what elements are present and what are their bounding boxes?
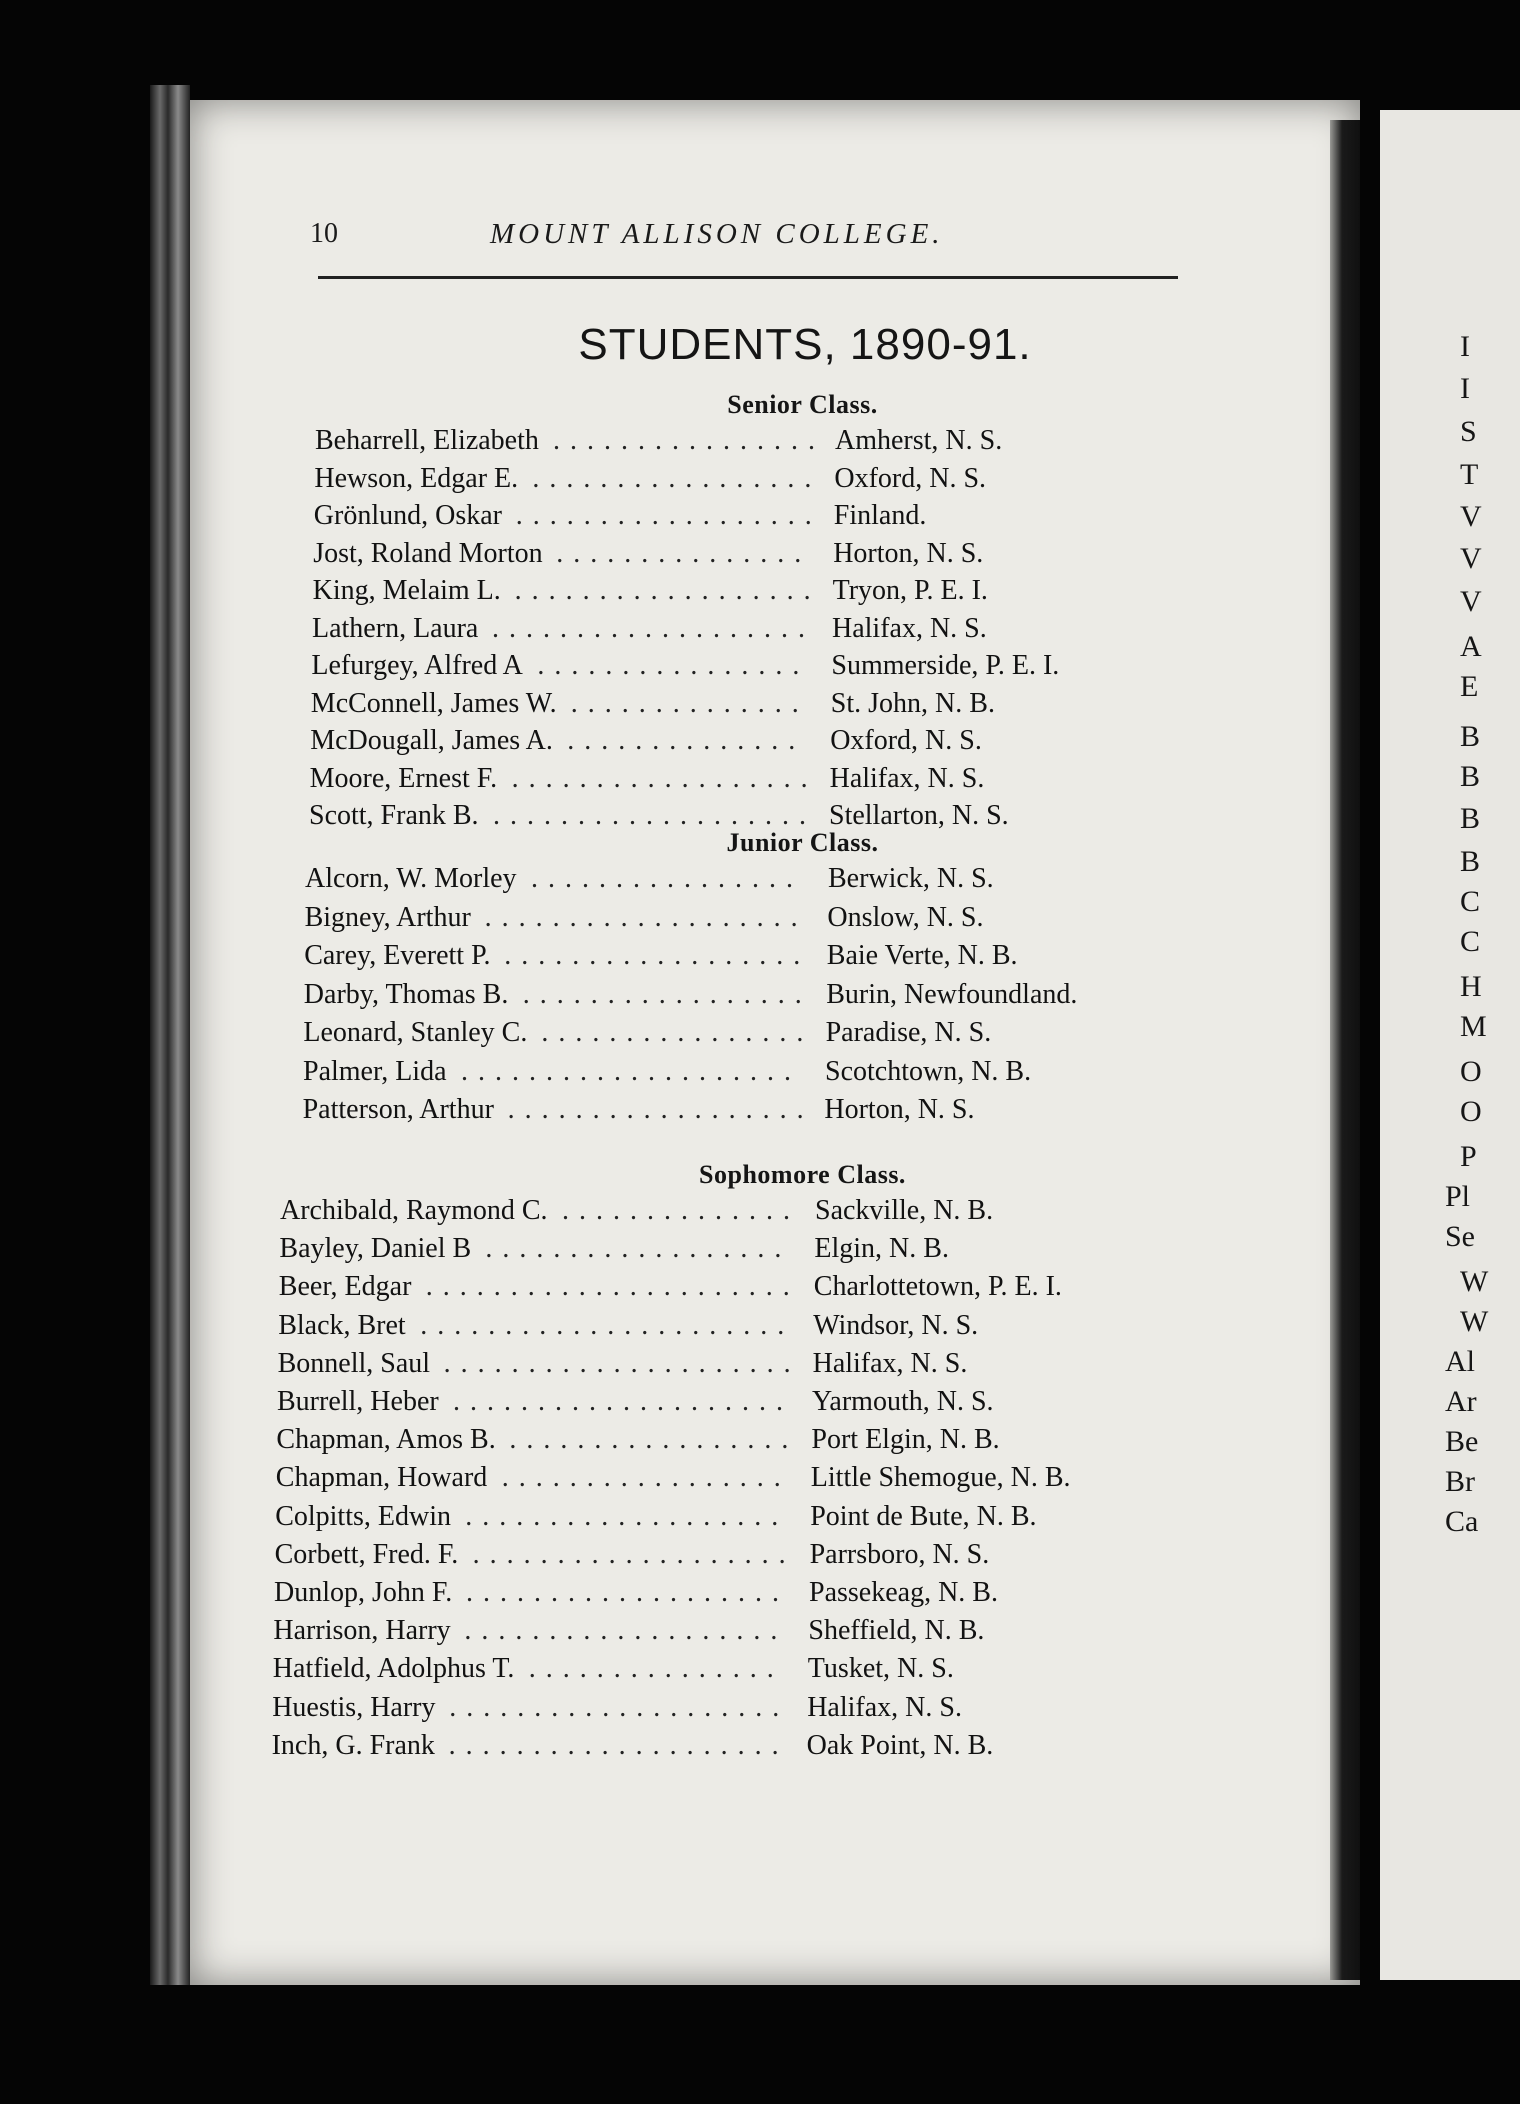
student-name: Chapman, Howard (275, 1462, 488, 1494)
student-entry (304, 940, 1304, 978)
leader-dots: .................. (515, 500, 822, 531)
leader-dots: .................. (511, 762, 818, 794)
student-hometown: Windsor, N. S. (813, 1309, 979, 1341)
facing-page-fragment: Ar (1445, 1385, 1477, 1418)
student-hometown: Elgin, N. B. (814, 1233, 949, 1265)
student-entry (314, 500, 1314, 538)
facing-page-fragment: S (1460, 415, 1477, 448)
facing-page-fragment: V (1460, 500, 1482, 533)
student-hometown: Halifax, N. S. (832, 612, 987, 644)
student-name: Lathern, Laura (312, 612, 479, 644)
leader-dots: .............. (570, 687, 809, 719)
student-hometown: Tryon, P. E. I. (832, 575, 988, 606)
facing-page-fragment: T (1460, 458, 1479, 491)
student-entry (272, 1692, 1272, 1730)
student-entry (311, 650, 1311, 688)
student-name: Hatfield, Adolphus T. (272, 1653, 515, 1685)
page-title: STUDENTS, 1890-91. (578, 320, 1032, 369)
student-entry (276, 1462, 1276, 1500)
student-hometown: Amherst, N. S. (835, 425, 1003, 456)
student-entry (273, 1653, 1273, 1691)
student-hometown: Horton, N. S. (833, 537, 984, 569)
page-header (310, 218, 1370, 262)
facing-page-fragment: I (1460, 372, 1470, 405)
page (190, 100, 1360, 1985)
leader-dots: .................... (461, 1055, 801, 1087)
student-hometown: Sheffield, N. B. (808, 1615, 985, 1647)
student-name: Bigney, Arthur (304, 901, 471, 933)
running-title: MOUNT ALLISON COLLEGE. (490, 218, 944, 250)
facing-page-fragment: V (1460, 542, 1482, 575)
facing-page-fragment: B (1460, 802, 1481, 835)
leader-dots: .................... (448, 1729, 789, 1761)
leader-dots: ................. (532, 462, 822, 494)
facing-page-fragment: O (1460, 1095, 1482, 1128)
facing-page-fragment: P (1460, 1140, 1477, 1173)
facing-page-fragment: E (1460, 670, 1479, 703)
student-entry (313, 538, 1313, 576)
student-entry (314, 463, 1314, 501)
student-name: Black, Bret (278, 1309, 406, 1341)
student-name: Dunlop, John F. (274, 1577, 453, 1608)
student-hometown: Tusket, N. S. (807, 1653, 954, 1685)
student-hometown: Finland. (833, 500, 927, 531)
student-hometown: Summerside, P. E. I. (831, 650, 1060, 681)
student-hometown: Sackville, N. B. (815, 1195, 994, 1226)
student-name: Beharrell, Elizabeth (315, 425, 539, 456)
leader-dots: ................... (484, 901, 808, 933)
leader-dots: ................. (509, 1424, 799, 1456)
facing-page-fragment: A (1460, 630, 1482, 663)
student-name: Palmer, Lida (303, 1055, 447, 1087)
student-entry (273, 1615, 1273, 1653)
facing-page-fragment: M (1460, 1010, 1487, 1043)
student-entry (303, 1094, 1303, 1132)
student-entry (274, 1577, 1274, 1615)
student-name: McDougall, James A. (310, 725, 553, 756)
student-entry (276, 1424, 1276, 1462)
leader-dots: ................... (465, 1500, 789, 1532)
student-hometown: Port Elgin, N. B. (811, 1424, 1000, 1456)
leader-dots: ...................... (425, 1271, 800, 1303)
leader-dots: ................ (531, 863, 803, 894)
student-entry (280, 1195, 1280, 1233)
facing-page-fragment: Be (1445, 1425, 1479, 1458)
leader-dots: ................ (537, 650, 810, 681)
leader-dots: ................. (501, 1462, 791, 1494)
leader-dots: ................... (492, 612, 815, 644)
student-entry (305, 902, 1305, 940)
facing-page-fragment: Br (1445, 1465, 1475, 1498)
section-heading: Sophomore Class. (699, 1160, 906, 1189)
leader-dots: .................... (453, 1386, 793, 1417)
student-name: Leonard, Stanley C. (303, 1017, 528, 1048)
leader-dots: .................. (485, 1233, 792, 1265)
student-hometown: Parrsboro, N. S. (809, 1538, 990, 1570)
facing-page-fragment: Al (1445, 1345, 1475, 1378)
facing-page-fragment: Ca (1445, 1505, 1479, 1538)
leader-dots: .................... (449, 1691, 790, 1723)
student-entry (303, 1056, 1303, 1094)
student-hometown: Berwick, N. S. (828, 863, 994, 894)
student-entry (303, 1017, 1303, 1055)
student-entry (313, 575, 1313, 613)
student-name: Burrell, Heber (277, 1386, 439, 1417)
page-number: 10 (310, 218, 338, 249)
leader-dots: ................... (466, 1577, 789, 1608)
student-hometown: Charlottetown, P. E. I. (813, 1271, 1062, 1303)
student-name: Huestis, Harry (272, 1691, 436, 1723)
student-name: Hewson, Edgar E. (314, 462, 519, 494)
student-entry (278, 1348, 1278, 1386)
student-name: Bonnell, Saul (277, 1347, 431, 1379)
student-hometown: Horton, N. S. (824, 1094, 975, 1125)
student-name: Jost, Roland Morton (313, 537, 543, 569)
student-hometown: Point de Bute, N. B. (810, 1500, 1037, 1532)
leader-dots: .................. (504, 940, 811, 971)
facing-page-fragment: O (1460, 1055, 1482, 1088)
student-hometown: Stellarton, N. S. (829, 800, 1009, 831)
student-hometown: Little Shemogue, N. B. (810, 1462, 1071, 1494)
leader-dots: .................. (514, 575, 821, 606)
facing-page-fragment: Pl (1445, 1180, 1471, 1213)
student-entry (310, 763, 1310, 801)
header-rule (318, 276, 1178, 279)
student-entry (275, 1501, 1275, 1539)
facing-page-fragment: B (1460, 720, 1481, 753)
leader-dots: ............... (556, 537, 812, 569)
student-hometown: Yarmouth, N. S. (812, 1386, 994, 1417)
section-heading: Senior Class. (727, 390, 878, 419)
student-name: Bayley, Daniel B (279, 1233, 472, 1265)
facing-page-fragment: W (1460, 1265, 1489, 1298)
section-heading: Junior Class. (726, 828, 879, 857)
leader-dots: .............. (562, 1195, 800, 1226)
facing-page-fragment: W (1460, 1305, 1489, 1338)
leader-dots: .................. (507, 1094, 814, 1125)
student-name: Carey, Everett P. (304, 940, 491, 971)
facing-page-fragment: C (1460, 885, 1481, 918)
student-name: Colpitts, Edwin (275, 1500, 451, 1532)
facing-page-fragment: B (1460, 760, 1481, 793)
student-hometown: Scotchtown, N. B. (825, 1055, 1032, 1087)
student-hometown: Halifax, N. S. (812, 1347, 968, 1379)
student-entry (312, 613, 1312, 651)
student-hometown: St. John, N. B. (830, 687, 995, 719)
student-hometown: Oak Point, N. B. (806, 1729, 994, 1761)
student-hometown: Halifax, N. S. (807, 1691, 962, 1723)
student-name: Harrison, Harry (273, 1615, 451, 1647)
student-name: Scott, Frank B. (309, 800, 479, 831)
facing-page-fragment: I (1460, 330, 1470, 363)
student-entry (272, 1730, 1272, 1768)
student-name: Beer, Edgar (278, 1271, 412, 1303)
student-hometown: Halifax, N. S. (829, 762, 985, 794)
student-name: Patterson, Arthur (302, 1094, 494, 1125)
student-hometown: Burin, Newfoundland. (826, 978, 1078, 1010)
student-hometown: Onslow, N. S. (827, 901, 984, 933)
student-entry (304, 979, 1304, 1017)
student-hometown: Oxford, N. S. (830, 725, 982, 756)
facing-page-fragment: V (1460, 585, 1482, 618)
facing-page-fragment: C (1460, 925, 1481, 958)
leader-dots: ................. (522, 978, 812, 1010)
student-entry (279, 1233, 1279, 1271)
student-name: Moore, Ernest F. (309, 762, 498, 794)
student-entry (311, 688, 1311, 726)
leader-dots: ............... (528, 1653, 784, 1685)
student-name: Lefurgey, Alfred A (311, 650, 523, 681)
student-hometown: Passekeag, N. B. (809, 1577, 998, 1608)
leader-dots: ................ (541, 1017, 814, 1048)
student-entry (279, 1271, 1279, 1309)
student-entry (310, 725, 1310, 763)
leader-dots: ................ (553, 425, 825, 456)
student-name: Archibald, Raymond C. (280, 1195, 548, 1226)
student-name: McConnell, James W. (310, 687, 557, 719)
facing-page-fragment: B (1460, 845, 1481, 878)
book-spine (150, 85, 190, 1985)
leader-dots: ..................... (443, 1347, 801, 1379)
student-name: Darby, Thomas B. (303, 978, 509, 1010)
student-name: Chapman, Amos B. (276, 1424, 496, 1456)
student-name: King, Melaim L. (312, 575, 501, 606)
page-edge (1330, 120, 1360, 1980)
facing-page-fragment: Se (1445, 1220, 1475, 1253)
student-name: Alcorn, W. Morley (305, 863, 517, 894)
leader-dots: .............. (567, 725, 806, 756)
student-entry (278, 1310, 1278, 1348)
leader-dots: ................... (464, 1615, 788, 1647)
student-entry (277, 1386, 1277, 1424)
student-hometown: Oxford, N. S. (834, 462, 987, 494)
student-hometown: Paradise, N. S. (825, 1017, 992, 1048)
leader-dots: ................... (493, 800, 816, 831)
student-entry (275, 1539, 1275, 1577)
leader-dots: ................... (472, 1538, 796, 1570)
student-name: Corbett, Fred. F. (274, 1538, 459, 1570)
student-entry (315, 425, 1315, 463)
student-name: Inch, G. Frank (271, 1729, 435, 1761)
facing-page (1380, 110, 1520, 1980)
facing-page-fragment: H (1460, 970, 1482, 1003)
student-hometown: Baie Verte, N. B. (826, 940, 1018, 971)
leader-dots: ...................... (420, 1309, 795, 1341)
student-entry (305, 863, 1305, 901)
student-name: Grönlund, Oskar (313, 500, 502, 531)
